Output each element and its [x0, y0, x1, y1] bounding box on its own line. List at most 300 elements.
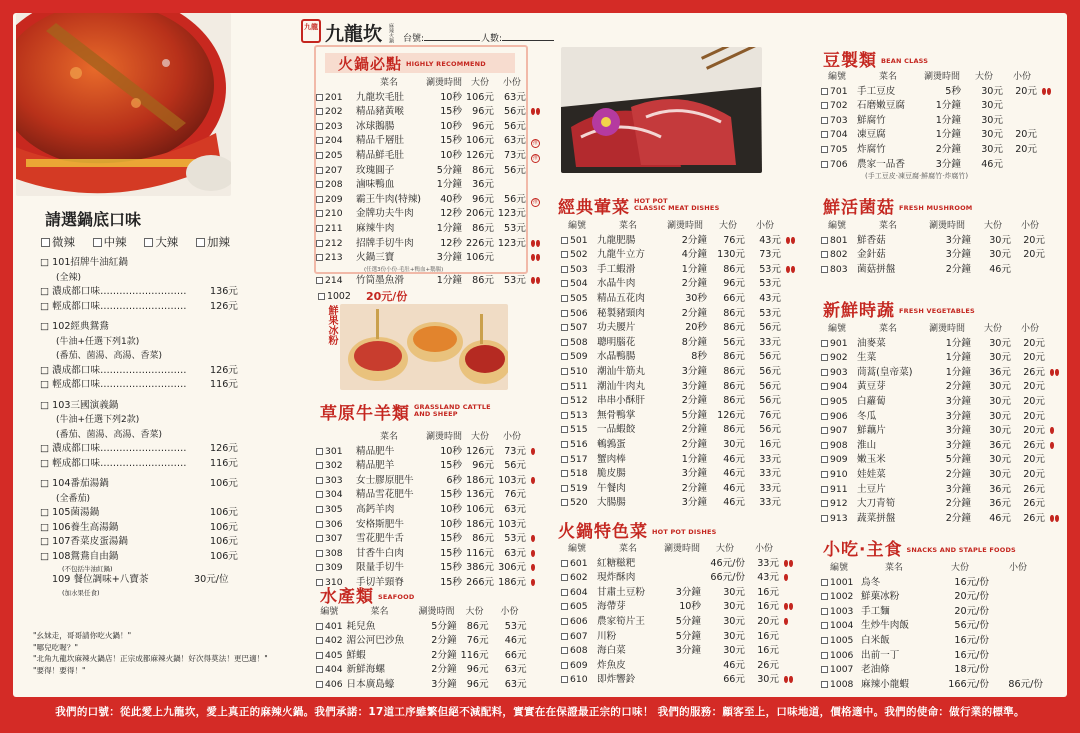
bingfen-price: 20元/份 — [366, 290, 408, 303]
item-name — [855, 114, 921, 129]
item-checkbox[interactable] — [561, 633, 568, 640]
header-cell: 菜名 — [618, 544, 637, 554]
item-code — [314, 207, 354, 222]
item-checkbox[interactable] — [561, 237, 568, 244]
item-code-text: 509 — [570, 351, 588, 363]
item-name — [595, 263, 661, 278]
item-name-text: 凍豆腐 — [857, 129, 886, 141]
item-checkbox[interactable] — [821, 427, 828, 434]
table-row — [314, 503, 542, 518]
item-code-text: 208 — [325, 179, 343, 191]
item-checkbox[interactable] — [316, 652, 323, 659]
item-checkbox[interactable] — [821, 369, 828, 376]
item-code — [559, 482, 595, 497]
item-time: 40秒 — [440, 193, 463, 205]
table-row — [314, 120, 542, 135]
item-time: 2分鐘 — [681, 234, 707, 246]
header-cell: 小份 — [1020, 221, 1039, 231]
item-name-text: 金針菇 — [857, 249, 886, 261]
item-checkbox[interactable] — [821, 442, 828, 449]
item-mark — [528, 251, 542, 266]
item-name-text: 甘香牛白肉 — [356, 547, 404, 559]
item-price-small — [991, 576, 1045, 591]
item-checkbox[interactable] — [821, 471, 828, 478]
header-cell: 菜名 — [878, 221, 897, 231]
item-code-text: 1005 — [830, 634, 854, 646]
table-row — [819, 663, 1045, 678]
item-name-text: 炸魚皮 — [597, 659, 626, 671]
item-checkbox[interactable] — [561, 618, 568, 625]
item-price-small-text: 53元 — [759, 307, 781, 319]
item-price-small — [991, 605, 1045, 620]
item-checkbox[interactable] — [821, 681, 828, 688]
header-cell: 大份 — [471, 432, 490, 442]
item-time: 1分鐘 — [681, 453, 707, 465]
item-checkbox[interactable] — [316, 521, 323, 528]
item-checkbox[interactable] — [821, 652, 828, 659]
item-price-large: 30元 — [989, 337, 1011, 349]
item-checkbox[interactable] — [316, 108, 323, 115]
item-checkbox[interactable] — [561, 353, 568, 360]
item-price-small — [1013, 483, 1047, 498]
item-checkbox[interactable] — [821, 486, 828, 493]
table-row — [559, 571, 795, 586]
item-code-text: 602 — [570, 572, 588, 584]
item-checkbox[interactable] — [316, 181, 323, 188]
item-checkbox[interactable] — [316, 167, 323, 174]
spice-option-medium[interactable]: 中辣 — [93, 235, 127, 249]
base-row-price: 126元 — [210, 443, 238, 454]
item-time: 3分鐘 — [945, 439, 971, 451]
item-name — [595, 438, 661, 453]
item-mark — [783, 365, 797, 380]
item-price-large: 30元 — [989, 234, 1011, 246]
item-price-small — [1013, 395, 1047, 410]
item-checkbox[interactable] — [821, 237, 828, 244]
item-checkbox[interactable] — [561, 383, 568, 390]
beef-photo — [561, 47, 762, 173]
item-name — [354, 120, 424, 135]
item-mark — [528, 178, 542, 193]
base-row — [40, 550, 280, 565]
table-no-field[interactable] — [424, 32, 480, 41]
item-code — [314, 459, 354, 474]
item-checkbox[interactable] — [821, 622, 828, 629]
table-header-row — [819, 70, 1053, 85]
item-code-text: 511 — [570, 380, 588, 392]
header-cell: 編號 — [827, 72, 846, 82]
item-name-text: 炸腐竹 — [857, 143, 886, 155]
item-price-large: 186元 — [466, 474, 495, 486]
item-price-small-text: 63元 — [504, 664, 527, 676]
item-checkbox[interactable] — [561, 499, 568, 506]
item-code — [559, 659, 595, 674]
item-checkbox[interactable] — [821, 413, 828, 420]
item-checkbox[interactable] — [561, 485, 568, 492]
item-code — [559, 263, 595, 278]
mushroom-title: 鮮活菌菇 FRESH MUSHROOM — [823, 198, 973, 218]
item-name — [354, 207, 424, 222]
item-mark — [528, 193, 542, 208]
item-name — [354, 274, 424, 289]
item-checkbox[interactable] — [561, 647, 568, 654]
item-name-text: 聰明腦花 — [597, 336, 636, 348]
item-price-large: 86元 — [472, 533, 495, 545]
item-name — [855, 410, 921, 425]
base-row-text: (番茄、菌湯、高湯、香菜) — [56, 429, 163, 440]
item-checkbox[interactable] — [561, 603, 568, 610]
item-mark — [528, 474, 542, 489]
item-checkbox[interactable] — [561, 574, 568, 581]
header-cell: 大份 — [983, 221, 1002, 231]
veg-title: 新鮮時蔬 FRESH VEGETABLES — [823, 301, 975, 321]
item-code — [559, 380, 595, 395]
item-code — [819, 576, 859, 591]
bingfen-label: 1002 — [318, 291, 351, 302]
item-price-small — [491, 620, 529, 635]
chili-icon — [784, 618, 788, 625]
spice-option-hot[interactable]: 大辣 — [144, 235, 178, 249]
item-checkbox[interactable] — [316, 535, 323, 542]
spice-option-extra[interactable]: 加辣 — [196, 235, 230, 249]
item-price-large: 226元 — [466, 237, 494, 249]
item-checkbox[interactable] — [561, 441, 568, 448]
table-row — [819, 678, 1045, 693]
item-code-text: 1001 — [830, 576, 854, 588]
item-price-small-text: 53元 — [504, 222, 526, 234]
people-field[interactable] — [502, 32, 554, 41]
item-checkbox[interactable] — [821, 266, 828, 273]
item-code-text: 506 — [570, 307, 588, 319]
item-time: 2分鐘 — [945, 512, 971, 524]
item-price-large: 96元 — [723, 278, 745, 290]
item-checkbox[interactable] — [316, 462, 323, 469]
item-name-text: 白蘿蔔 — [857, 395, 886, 407]
item-checkbox[interactable] — [561, 397, 568, 404]
item-checkbox[interactable] — [316, 225, 323, 232]
item-mark — [1039, 85, 1053, 100]
item-checkbox[interactable] — [821, 608, 828, 615]
item-checkbox[interactable] — [821, 515, 828, 522]
item-checkbox[interactable] — [561, 560, 568, 567]
item-name-text: 麻辣牛肉 — [356, 222, 395, 234]
item-mark — [1047, 453, 1061, 468]
table-row — [559, 615, 795, 630]
item-checkbox[interactable] — [821, 146, 828, 153]
item-price-large: 16元/份 — [954, 649, 989, 661]
item-checkbox[interactable] — [821, 88, 828, 95]
item-price-small-text: 20元 — [1023, 381, 1045, 393]
item-price-small — [747, 248, 783, 263]
item-code — [819, 351, 855, 366]
base-row-text: □ 輕成都口味……………………… — [40, 457, 187, 469]
item-price-large: 46元 — [723, 453, 745, 465]
item-checkbox[interactable] — [316, 277, 323, 284]
header-cell: 涮燙時間 — [928, 221, 965, 231]
item-checkbox[interactable] — [561, 662, 568, 669]
item-checkbox[interactable] — [821, 593, 828, 600]
item-name — [855, 395, 921, 410]
item-mark — [1039, 114, 1053, 129]
seafood-table — [314, 605, 543, 693]
item-mark — [1039, 128, 1053, 143]
item-checkbox[interactable] — [821, 131, 828, 138]
item-time: 5分鐘 — [431, 620, 457, 632]
item-price-small — [496, 547, 528, 562]
item-name — [595, 277, 661, 292]
item-price-small-text: 53元 — [504, 620, 527, 632]
item-checkbox[interactable] — [316, 254, 323, 261]
item-price-large: 116元 — [466, 547, 495, 559]
item-checkbox[interactable] — [561, 426, 568, 433]
item-price-large: 86元 — [472, 274, 494, 286]
item-name-text: 嫩玉米 — [857, 454, 886, 466]
item-checkbox[interactable] — [561, 412, 568, 419]
item-price-large: 166元/份 — [948, 678, 989, 690]
item-mark — [528, 576, 542, 591]
item-mark — [783, 380, 797, 395]
item-price-small — [496, 164, 528, 179]
item-code — [559, 234, 595, 249]
item-checkbox[interactable] — [561, 324, 568, 331]
item-code-text: 1004 — [830, 620, 854, 632]
item-price-large: 46元 — [723, 659, 745, 671]
item-checkbox[interactable] — [316, 477, 323, 484]
item-name-text: 茼蒿(皇帝菜) — [857, 366, 913, 378]
item-checkbox[interactable] — [316, 623, 323, 630]
item-mark — [1047, 234, 1061, 249]
base-row — [40, 492, 280, 507]
item-code-text: 508 — [570, 336, 588, 348]
item-code-text: 308 — [325, 547, 343, 559]
item-checkbox[interactable] — [561, 310, 568, 317]
base-list — [40, 256, 280, 597]
item-checkbox[interactable] — [561, 676, 568, 683]
item-time: 2分鐘 — [945, 263, 971, 275]
item-name-text: 九龍肥腸 — [597, 234, 636, 246]
item-name — [595, 673, 661, 688]
base-row-price: 126元 — [210, 300, 238, 312]
item-code-text: 214 — [325, 274, 343, 286]
item-checkbox[interactable] — [561, 295, 568, 302]
item-name-text: 水晶牛肉 — [597, 278, 636, 290]
item-code-text: 213 — [325, 252, 343, 264]
item-price-large: 36元 — [989, 498, 1011, 510]
table-row — [819, 263, 1061, 278]
item-name-text: 鮮藕片 — [857, 425, 886, 437]
item-time: 10秒 — [440, 91, 463, 103]
table-row — [559, 438, 797, 453]
item-checkbox[interactable] — [316, 491, 323, 498]
item-price-large: 46元 — [723, 497, 745, 509]
item-time: 1分鐘 — [945, 352, 971, 364]
item-checkbox[interactable] — [316, 681, 323, 688]
item-name — [855, 439, 921, 454]
table-row — [819, 605, 1045, 620]
note-row — [314, 266, 542, 274]
table-row — [559, 292, 797, 307]
item-checkbox[interactable] — [561, 456, 568, 463]
item-checkbox[interactable] — [561, 266, 568, 273]
item-checkbox[interactable] — [561, 368, 568, 375]
item-name — [855, 351, 921, 366]
base-row — [40, 564, 280, 573]
bean-title: 豆製類 BEAN CLASS — [823, 51, 929, 71]
item-time: 4分鐘 — [681, 249, 707, 261]
item-checkbox[interactable] — [316, 94, 323, 101]
item-checkbox[interactable] — [316, 210, 323, 217]
item-price-small-text: 103元 — [498, 518, 527, 530]
chili-icon — [531, 579, 535, 586]
item-checkbox[interactable] — [316, 637, 323, 644]
item-price-large: 96元 — [466, 678, 489, 690]
item-code-text: 907 — [830, 425, 848, 437]
item-price-small-text: 56元 — [504, 193, 526, 205]
base-row-text: □ 104番茄湯鍋 — [40, 478, 109, 489]
item-price-large: 86元 — [472, 164, 494, 176]
item-mark — [783, 234, 797, 249]
item-price-large: 46元 — [981, 158, 1003, 170]
item-time: 5秒 — [945, 85, 961, 97]
item-checkbox[interactable] — [821, 500, 828, 507]
item-price-small — [1005, 99, 1039, 114]
item-code — [819, 248, 855, 263]
table-no: 台號: — [403, 31, 480, 44]
item-checkbox[interactable] — [561, 339, 568, 346]
item-code-text: 211 — [325, 222, 343, 234]
item-name-text: 手工麵 — [861, 605, 890, 617]
item-code — [314, 547, 354, 562]
item-name-text: 農家筍片王 — [597, 615, 645, 627]
item-code — [314, 503, 354, 518]
item-code-text: 520 — [570, 497, 588, 509]
table-header-row — [314, 605, 543, 620]
table-row — [819, 590, 1045, 605]
item-name-text: 蟹肉棒 — [597, 453, 626, 465]
item-checkbox[interactable] — [316, 137, 323, 144]
item-mark — [1047, 483, 1061, 498]
chili-icon — [783, 558, 793, 569]
item-name-text: 冬瓜 — [857, 410, 877, 422]
item-price-small — [496, 193, 528, 208]
item-checkbox[interactable] — [561, 251, 568, 258]
table-row — [559, 644, 795, 659]
item-name-text: 生炒牛肉飯 — [861, 620, 909, 632]
item-price-large: 30元 — [981, 100, 1003, 112]
item-checkbox[interactable] — [821, 354, 828, 361]
table-row — [559, 380, 797, 395]
spice-option-mild[interactable]: 微辣 — [41, 235, 75, 249]
base-row — [40, 364, 280, 379]
item-time: 15秒 — [440, 576, 463, 588]
note-row — [819, 172, 1053, 181]
chili-icon — [1050, 427, 1054, 434]
item-code-text: 705 — [830, 143, 848, 155]
item-name — [345, 634, 415, 649]
item-name — [354, 178, 424, 193]
item-price-large: 20元/份 — [954, 605, 989, 617]
item-checkbox[interactable] — [316, 152, 323, 159]
chili-icon — [531, 535, 535, 542]
item-name — [354, 91, 424, 106]
item-price-small — [1013, 234, 1047, 249]
item-name-text: 精品肥牛 — [356, 445, 395, 457]
item-mark — [528, 488, 542, 503]
item-checkbox[interactable] — [316, 506, 323, 513]
item-price-large: 66元 — [723, 674, 745, 686]
item-price-large: 66元/份 — [710, 572, 745, 584]
item-checkbox[interactable] — [316, 564, 323, 571]
item-name — [345, 620, 415, 635]
table-row — [314, 518, 542, 533]
item-checkbox[interactable] — [821, 340, 828, 347]
item-name-text: 金牌功夫牛肉 — [356, 208, 414, 220]
item-checkbox[interactable] — [821, 251, 828, 258]
table-row — [314, 488, 542, 503]
table-row — [314, 532, 542, 547]
item-checkbox[interactable] — [821, 383, 828, 390]
item-checkbox[interactable] — [821, 102, 828, 109]
item-checkbox[interactable] — [821, 456, 828, 463]
item-price-small-text: 53元 — [504, 274, 526, 286]
base-row — [40, 521, 280, 536]
header-cell: 菜名 — [884, 563, 903, 573]
item-checkbox[interactable] — [316, 196, 323, 203]
item-checkbox[interactable] — [821, 398, 828, 405]
item-code — [314, 120, 354, 135]
item-checkbox[interactable] — [316, 123, 323, 130]
item-time: 1分鐘 — [436, 179, 463, 191]
base-row-price: 106元 — [210, 507, 238, 518]
item-checkbox[interactable] — [561, 589, 568, 596]
item-checkbox[interactable] — [821, 579, 828, 586]
item-checkbox[interactable] — [821, 637, 828, 644]
item-price-small-text: 20元 — [757, 615, 779, 627]
item-code-text: 1003 — [830, 605, 854, 617]
people-count: 人數: — [481, 31, 554, 44]
item-price-large: 186元 — [466, 518, 495, 530]
item-checkbox[interactable] — [561, 470, 568, 477]
item-checkbox[interactable] — [316, 240, 323, 247]
item-time: 10秒 — [440, 120, 463, 132]
item-checkbox[interactable] — [316, 448, 323, 455]
item-name-text: 淮山 — [857, 439, 877, 451]
header-cell: 涮燙時間 — [928, 324, 965, 334]
header-cell: 涮燙時間 — [666, 221, 703, 231]
item-code-text: 801 — [830, 234, 848, 246]
item-checkbox[interactable] — [821, 666, 828, 673]
header-code — [314, 430, 354, 445]
item-checkbox[interactable] — [821, 117, 828, 124]
table-row — [819, 158, 1053, 173]
item-checkbox[interactable] — [821, 161, 828, 168]
header-cell: 菜名 — [370, 607, 389, 617]
item-code-text: 504 — [570, 278, 588, 290]
item-checkbox[interactable] — [316, 550, 323, 557]
item-time: 3分鐘 — [675, 645, 701, 657]
special-title: 火鍋特色菜 HOT POT DISHES — [558, 522, 717, 542]
table-row — [559, 673, 795, 688]
item-name — [354, 474, 424, 489]
item-mark — [1039, 143, 1053, 158]
item-checkbox[interactable] — [316, 666, 323, 673]
item-price-large: 30元 — [723, 586, 745, 598]
table-row — [819, 576, 1045, 591]
item-mark — [528, 445, 542, 460]
motto-banner: 我們的口號：從此愛上九龍坎，愛上真正的麻辣火鍋。我們承諾：17道工序雖繁但絕不減配料，實實在在保證最正宗的口味！ 我們的服務：顧客至上，口味地道，價格適中。我們的使命：做行業的標準。 — [55, 706, 1025, 718]
item-mark — [781, 600, 795, 615]
item-checkbox[interactable] — [561, 280, 568, 287]
